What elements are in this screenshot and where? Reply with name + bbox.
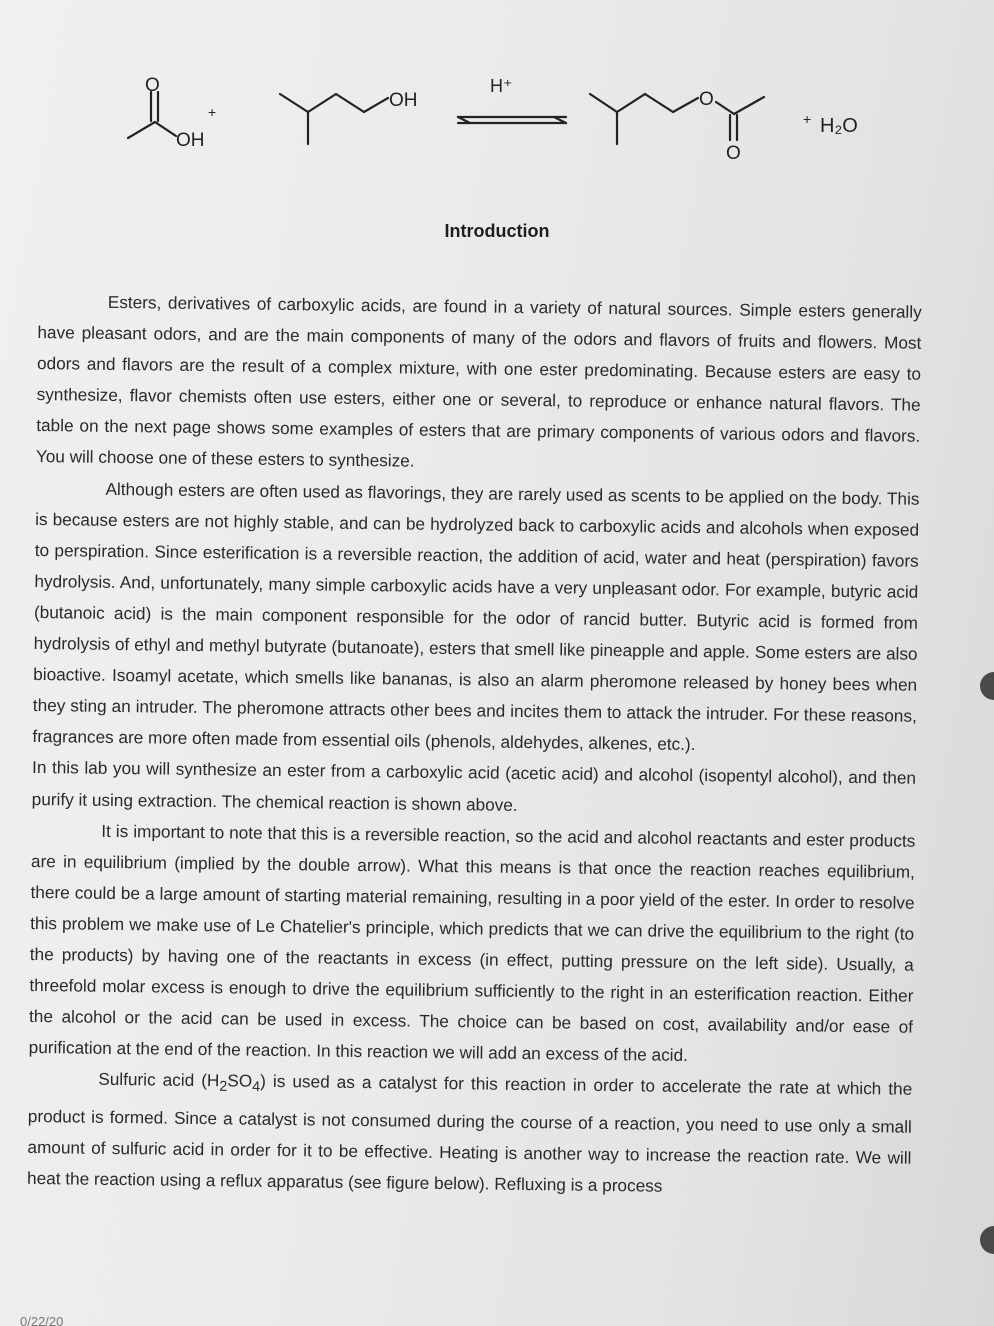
acid-carbonyl-o-label: O: [145, 75, 160, 96]
ester-carbonyl-o-label: O: [726, 143, 741, 164]
binder-hole: [980, 672, 994, 700]
equilibrium-arrow: [458, 117, 566, 123]
paragraph: Although esters are often used as flavorings, they are rarely used as scents to be applied on the body. This is because esters are not highly stable, and can be hydrolyzed back to carboxylic acids and alcohols when exposed to perspiration. Since esterification is a reversible reaction, the addition of acid, water and heat (perspiration) favors hydrolysis. And, unfortunately, many simple carboxylic acids have a very unpleasant odor. For example, butyric acid (butanoic acid) is the main component responsible for the odor of rancid butter. Butyric acid is formed from hydrolysis of ethyl and methyl butyrate (butanoate), esters that smell like pineapple and apple. Some esters are also bioactive. Isoamyl acetate, which smells like bananas, is also an alarm pheromone released by honey bees when they sting an intruder. The pheromone attracts other bees and incites them to attack the intruder. For these reasons, fragrances are more often made from essential oils (phenols, aldehydes, alkenes, etc.).: [32, 478, 920, 755]
page-footer: 0/22/20: [20, 1314, 64, 1326]
acetic-acid-structure: [128, 92, 176, 138]
binder-hole: [980, 1226, 994, 1254]
ester-ether-o-label: O: [699, 89, 714, 110]
catalyst-label: H⁺: [490, 76, 513, 96]
section-title: Introduction: [444, 221, 550, 241]
isopentyl-alcohol-structure: [280, 94, 388, 144]
acid-hydroxyl-label: OH: [176, 130, 205, 151]
paragraph: Esters, derivatives of carboxylic acids, are found in a variety of natural sources. Simple esters generally have pleasant odors, and are the main components of many of the odors and flavors of fruits and flowers. Most odors and flavors are the result of a complex mixture, with one ester predominating. Because esters are easy to synthesize, flavor chemists often use esters, either one or several, to reproduce or enhance natural flavors. The table on the next page shows some examples of esters that are primary components of various odors and flavors. You will choose one of these esters to synthesize.: [35, 291, 922, 472]
plus-sign: +: [803, 111, 812, 127]
water-label: H₂O: [820, 115, 858, 137]
paragraph: In this lab you will synthesize an ester from a carboxylic acid (acetic acid) and alcohol (isopentyl alcohol), and then purify it using extraction. The chemical reaction is shown above.: [31, 757, 917, 815]
plus-sign: +: [208, 104, 217, 120]
alcohol-hydroxyl-label: OH: [389, 90, 418, 111]
reaction-scheme: [0, 0, 994, 200]
isoamyl-acetate-structure: [590, 94, 764, 144]
paragraph: Sulfuric acid $(H_2SO_4)$ is used as a catalyst for this reaction in order to accelerate the rate at which the product is formed. Since a catalyst is not consumed during the course of a reaction, you need to use only a small amount of sulfuric acid in order for it to be effective. Heating is another way to increase the reaction rate. We will heat the reaction using a reflux apparatus (see figure below). Refluxing is a process: [26, 1069, 913, 1196]
paragraph: It is important to note that this is a reversible reaction, so the acid and alcohol reactants and ester products are in equilibrium (implied by the double arrow). What this means is that once the reaction reaches equilibrium, there could be a large amount of starting material remaining, resulting in a poor yield of the ester. In order to resolve this problem we make use of Le Chatelier's principle, which predicts that we can drive the equilibrium to the right (to the products) by having one of the reactants in excess (in effect, putting pressure on the left side). Usually, a threefold molar excess is enough to drive the equilibrium sufficiently to the right in an esterification reaction. Either the alcohol or the acid can be used in excess. The choice can be based on cost, availability and/or ease of purification at the end of the reaction. In this reaction we will add an excess of the acid.: [28, 820, 916, 1066]
body-text: [27, 286, 922, 1205]
